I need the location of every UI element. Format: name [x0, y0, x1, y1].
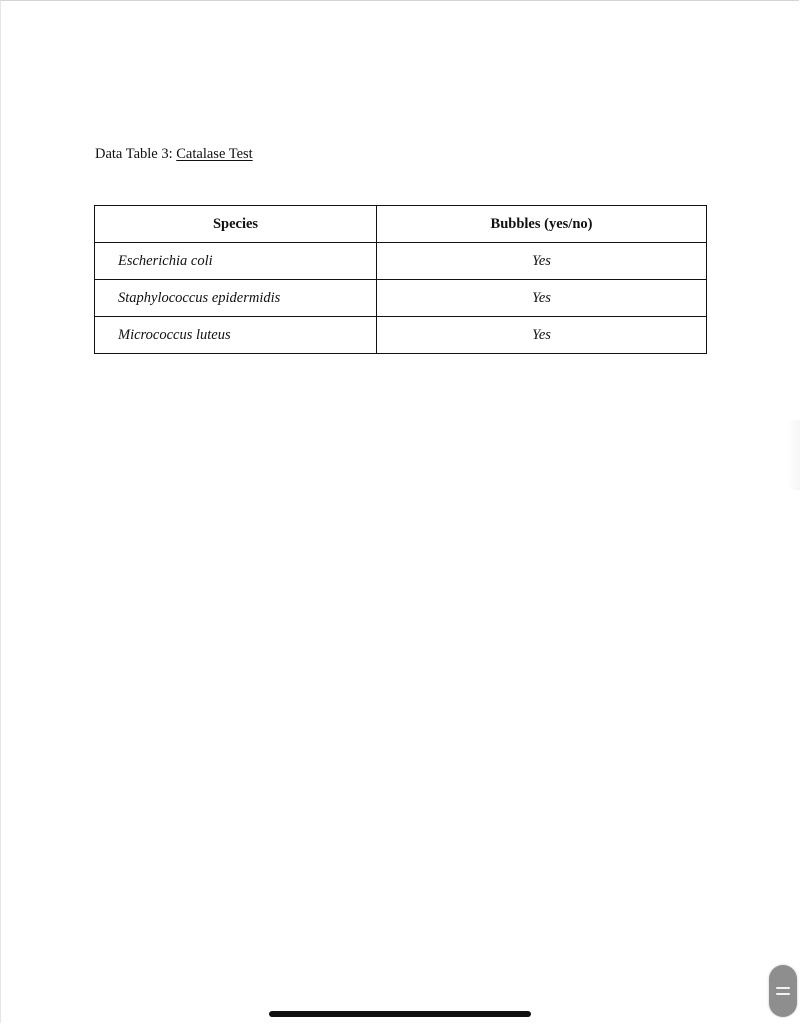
bubbles-cell: Yes	[377, 317, 707, 354]
bubbles-cell: Yes	[377, 243, 707, 280]
table-title-link: Catalase Test	[176, 146, 253, 162]
catalase-data-table	[94, 205, 707, 354]
table-row	[95, 280, 707, 317]
species-cell: Micrococcus luteus	[95, 317, 377, 354]
table-row	[95, 317, 707, 354]
grip-lines-icon	[776, 987, 790, 989]
bubbles-cell: Yes	[377, 280, 707, 317]
grip-lines-icon	[776, 993, 790, 995]
edge-pull-tab	[786, 420, 800, 490]
table-title-prefix: Data Table 3:	[95, 146, 177, 162]
species-cell: Escherichia coli	[95, 243, 377, 280]
column-header-species: Species	[95, 206, 377, 243]
scroll-handle[interactable]	[769, 965, 797, 1017]
species-cell: Staphylococcus epidermidis	[95, 280, 377, 317]
table-title	[95, 145, 253, 163]
home-indicator-bar[interactable]	[269, 1011, 531, 1017]
table-header-row	[95, 206, 707, 243]
table-row	[95, 243, 707, 280]
column-header-bubbles: Bubbles (yes/no)	[377, 206, 707, 243]
